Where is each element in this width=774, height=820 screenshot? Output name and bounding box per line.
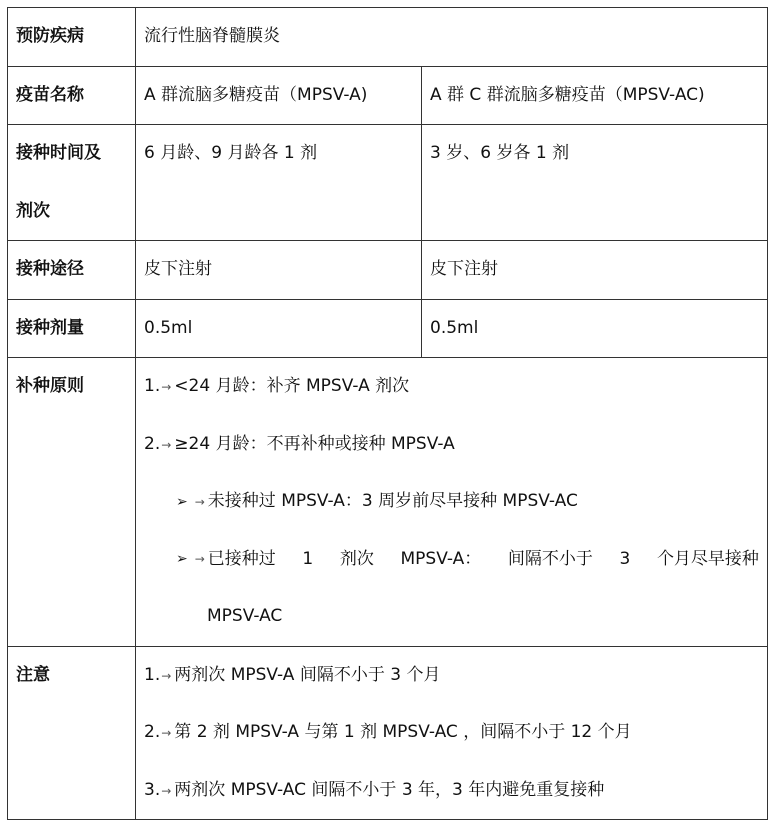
catchup-subitem-1-text: 未接种过 MPSV-A：3 周岁前尽早接种 MPSV-AC [207, 491, 578, 511]
catchup-item-1-number: 1. [144, 376, 161, 396]
value-dose-a: 0.5ml [136, 299, 422, 358]
tab-arrow-icon: → [161, 726, 172, 740]
value-vaccine-a: A 群流脑多糖疫苗（MPSV-A) [136, 66, 422, 125]
tab-arrow-icon: → [161, 380, 172, 394]
value-vaccine-ac: A 群 C 群流脑多糖疫苗（MPSV-AC) [422, 66, 768, 125]
value-disease: 流行性脑脊髓膜炎 [136, 8, 768, 67]
label-notes: 注意 [8, 646, 136, 820]
tab-arrow-icon: → [161, 437, 172, 452]
catchup-item-2-text: ≥24 月龄：不再补种或接种 MPSV-A [174, 433, 455, 454]
note-item-1 [144, 647, 759, 705]
catchup-subitem-2-word: 3 [619, 548, 631, 569]
catchup-item-1 [144, 358, 759, 416]
tab-arrow-icon: → [161, 668, 172, 683]
note-item-3-number: 3. [144, 779, 161, 800]
label-schedule-line1: 接种时间及 [16, 143, 101, 163]
note-item-3-text: 两剂次 MPSV-AC 间隔不小于 3 年，3 年内避免重复接种 [174, 779, 605, 800]
label-vaccine: 疫苗名称 [8, 66, 136, 125]
label-dose: 接种剂量 [8, 299, 136, 358]
row-schedule [8, 125, 768, 241]
catchup-item-2 [144, 416, 759, 474]
tab-arrow-icon: → [194, 495, 205, 509]
label-route: 接种途径 [8, 241, 136, 300]
label-catchup: 补种原则 [8, 358, 136, 647]
value-dose-ac: 0.5ml [422, 299, 768, 358]
note-item-3 [144, 762, 759, 820]
catchup-subitem-1 [144, 473, 759, 531]
label-schedule-line2: 剂次 [16, 200, 50, 221]
catchup-subitem-2 [144, 531, 759, 589]
row-dose [8, 299, 768, 358]
value-catchup [136, 358, 768, 647]
catchup-subitem-2-continued: MPSV-AC [207, 606, 283, 626]
row-vaccine [8, 66, 768, 125]
vaccine-table [7, 7, 768, 820]
value-notes [136, 646, 768, 820]
note-item-1-text: 两剂次 MPSV-A 间隔不小于 3 个月 [174, 664, 441, 685]
value-route-a: 皮下注射 [136, 241, 422, 300]
value-route-ac: 皮下注射 [422, 241, 768, 300]
bullet-arrowhead-icon: ➢ [176, 550, 188, 567]
catchup-subitem-2-word: 个月尽早接种 [656, 548, 759, 569]
label-schedule [8, 125, 136, 241]
tab-arrow-icon: → [161, 783, 172, 798]
catchup-subitem-2-word: MPSV-A： [400, 548, 482, 569]
note-item-1-number: 1. [144, 664, 161, 685]
label-disease: 预防疾病 [8, 8, 136, 67]
catchup-subitem-2-word: 1 [302, 548, 314, 569]
catchup-subitem-2-word: 间隔不小于 [507, 548, 593, 569]
row-route [8, 241, 768, 300]
note-item-2-text: 第 2 剂 MPSV-A 与第 1 剂 MPSV-AC ，间隔不小于 12 个月 [174, 722, 632, 742]
catchup-item-1-text: <24 月龄：补齐 MPSV-A 剂次 [174, 376, 410, 396]
value-schedule-a: 6 月龄、9 月龄各 1 剂 [136, 125, 422, 241]
row-notes [8, 646, 768, 820]
catchup-subitem-2-word: 剂次 [339, 548, 374, 569]
bullet-arrowhead-icon: ➢ [176, 494, 188, 510]
row-disease [8, 8, 768, 67]
catchup-item-2-number: 2. [144, 433, 161, 454]
catchup-subitem-2-word: 已接种过 [207, 548, 276, 569]
note-item-2-number: 2. [144, 722, 161, 742]
note-item-2 [144, 704, 759, 762]
row-catchup [8, 358, 768, 647]
tab-arrow-icon: → [194, 551, 205, 566]
catchup-subitem-2-text [208, 531, 759, 589]
value-schedule-ac: 3 岁、6 岁各 1 剂 [422, 125, 768, 241]
